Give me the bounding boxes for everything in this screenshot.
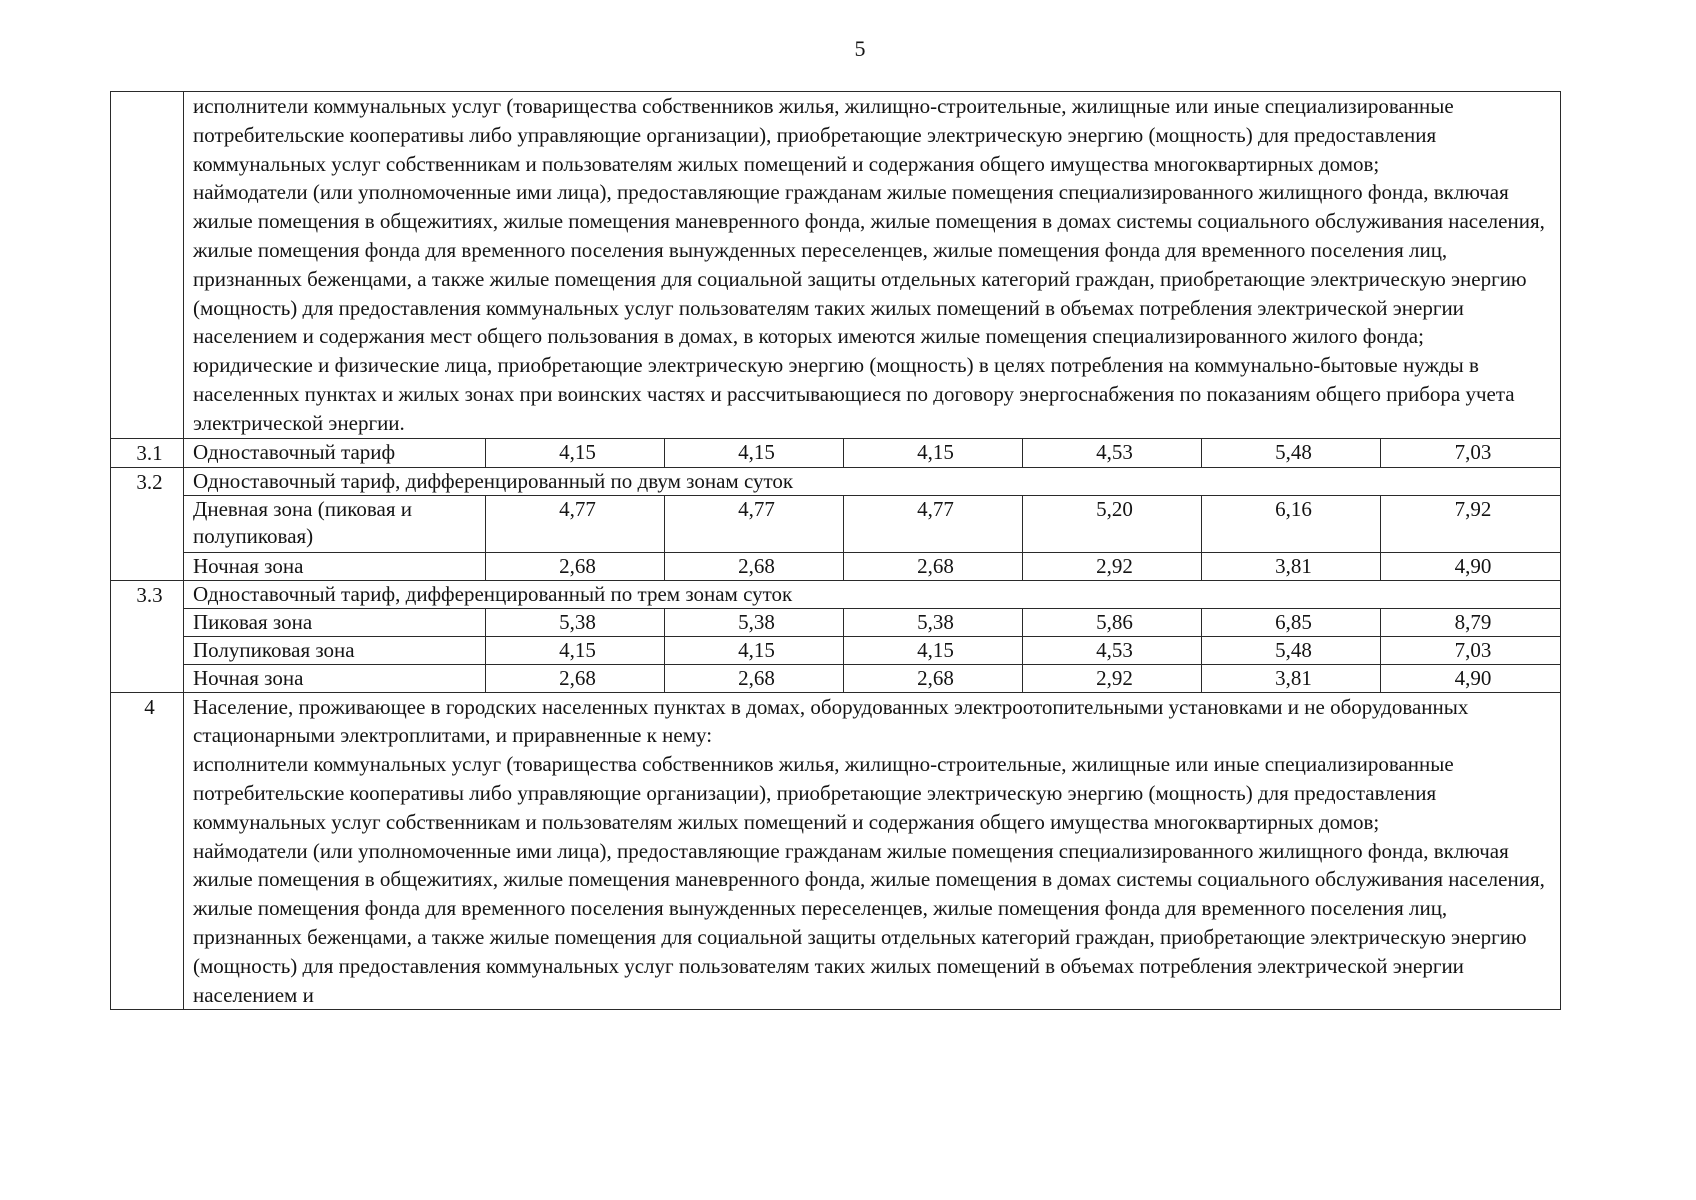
continuation-text-cell [184, 92, 1561, 439]
page-number: 5 [854, 36, 866, 61]
tariff-value: 4,15 [486, 438, 665, 467]
continuation-paragraph: наймодатели (или уполномоченные ими лица), предоставляющие гражданам жилые помещения специализированного жилищного фонда, включая жилые помещения в общежитиях, жилые помещения маневренного фонда, жилые помещения в домах системы социального обслуживания населения, жилые помещения фонда для временного поселения вынужденных переселенцев, жилые помещения фонда для временного поселения лиц, признанных беженцами, а также жилые помещения для социальной защиты отдельных категорий граждан, приобретающие электрическую энергию (мощность) для предоставления коммунальных услуг пользователям таких жилых помещений в объемах потребления электрической энергии населением и содержания мест общего пользования в домах, в которых имеются жилые помещения специализированного жилого фонда; [193, 180, 1545, 349]
tariff-value: 5,48 [1202, 636, 1381, 664]
tariff-item-4 [111, 692, 1561, 1010]
item-4-text-cell [184, 692, 1561, 1010]
tariff-value: 3,81 [1202, 552, 1381, 580]
row-label: Полупиковая зона [184, 636, 486, 664]
tariff-row-3-3-peak [111, 608, 1561, 636]
tariff-row-3-3-night [111, 664, 1561, 692]
tariff-value: 2,68 [844, 664, 1023, 692]
tariff-value: 5,38 [665, 608, 844, 636]
tariff-row-3-3-half-peak [111, 636, 1561, 664]
tariff-value: 4,90 [1381, 664, 1561, 692]
row-number: 3.2 [111, 467, 184, 580]
tariff-value: 4,15 [665, 438, 844, 467]
tariff-value: 4,90 [1381, 552, 1561, 580]
tariff-value: 5,38 [486, 608, 665, 636]
tariff-row-3-2-day [111, 495, 1561, 552]
tariff-value: 2,68 [665, 664, 844, 692]
row-label: Дневная зона (пиковая и полупиковая) [184, 495, 486, 552]
tariff-value: 7,03 [1381, 636, 1561, 664]
tariff-value: 4,77 [486, 495, 665, 552]
tariff-value: 4,77 [665, 495, 844, 552]
row-number: 3.1 [111, 438, 184, 467]
item-4-paragraph: наймодатели (или уполномоченные ими лица), предоставляющие гражданам жилые помещения специализированного жилищного фонда, включая жилые помещения в общежитиях, жилые помещения маневренного фонда, жилые помещения в домах системы социального обслуживания населения, жилые помещения фонда для временного поселения вынужденных переселенцев, жилые помещения фонда для временного поселения лиц, признанных беженцами, а также жилые помещения для социальной защиты отдельных категорий граждан, приобретающие электрическую энергию (мощность) для предоставления коммунальных услуг пользователям таких жилых помещений в объемах потребления электрической энергии населением и [193, 838, 1545, 1007]
tariff-value: 2,68 [486, 664, 665, 692]
tariff-value: 2,92 [1023, 552, 1202, 580]
row-label: Одноставочный тариф [184, 438, 486, 467]
tariff-value: 4,53 [1023, 636, 1202, 664]
tariff-value: 3,81 [1202, 664, 1381, 692]
continuation-num-cell [111, 92, 184, 439]
group-title: Одноставочный тариф, дифференцированный по трем зонам суток [184, 580, 1561, 608]
tariff-value: 7,92 [1381, 495, 1561, 552]
continuation-paragraph: исполнители коммунальных услуг (товарищества собственников жилья, жилищно-строительные, жилищные или иные специализированные потребительские кооперативы либо управляющие организации), приобретающие электрическую энергию (мощность) для предоставления коммунальных услуг собственникам и пользователям жилых помещений и содержания общего имущества многоквартирных домов; [193, 94, 1454, 176]
tariff-value: 5,86 [1023, 608, 1202, 636]
row-label: Пиковая зона [184, 608, 486, 636]
item-4-paragraph: Население, проживающее в городских населенных пунктах в домах, оборудованных электроотопительными установками и не оборудованных стационарными электроплитами, и приравненные к нему: [193, 694, 1469, 748]
continuation-paragraph: юридические и физические лица, приобретающие электрическую энергию (мощность) в целях потребления на коммунально-бытовые нужды в населенных пунктах и жилых зонах при воинских частях и рассчитывающиеся по договору энергоснабжения по показаниям общего прибора учета электрической энергии. [193, 353, 1515, 435]
tariff-value: 5,38 [844, 608, 1023, 636]
item-4-paragraph: исполнители коммунальных услуг (товарищества собственников жилья, жилищно-строительные, жилищные или иные специализированные потребительские кооперативы либо управляющие организации), приобретающие электрическую энергию (мощность) для предоставления коммунальных услуг собственникам и пользователям жилых помещений и содержания общего имущества многоквартирных домов; [193, 752, 1454, 834]
tariff-value: 5,20 [1023, 495, 1202, 552]
tariff-value: 4,15 [665, 636, 844, 664]
row-number: 4 [111, 692, 184, 1010]
tariff-value: 5,48 [1202, 438, 1381, 467]
row-label: Ночная зона [184, 552, 486, 580]
tariff-value: 2,92 [1023, 664, 1202, 692]
tariff-value: 6,85 [1202, 608, 1381, 636]
tariff-value: 4,15 [486, 636, 665, 664]
tariff-value: 8,79 [1381, 608, 1561, 636]
tariff-value: 4,77 [844, 495, 1023, 552]
tariff-group-3-2-header [111, 467, 1561, 495]
tariff-group-3-3-header [111, 580, 1561, 608]
row-label: Ночная зона [184, 664, 486, 692]
tariff-value: 4,15 [844, 438, 1023, 467]
tariff-row-3-2-night [111, 552, 1561, 580]
tariff-value: 6,16 [1202, 495, 1381, 552]
tariff-value: 4,53 [1023, 438, 1202, 467]
tariff-value: 2,68 [844, 552, 1023, 580]
tariff-value: 7,03 [1381, 438, 1561, 467]
group-title: Одноставочный тариф, дифференцированный по двум зонам суток [184, 467, 1561, 495]
tariff-value: 4,15 [844, 636, 1023, 664]
continuation-row [111, 92, 1561, 439]
row-number: 3.3 [111, 580, 184, 692]
tariff-value: 2,68 [486, 552, 665, 580]
tariff-table [110, 91, 1561, 1010]
tariff-row-3-1 [111, 438, 1561, 467]
tariff-value: 2,68 [665, 552, 844, 580]
